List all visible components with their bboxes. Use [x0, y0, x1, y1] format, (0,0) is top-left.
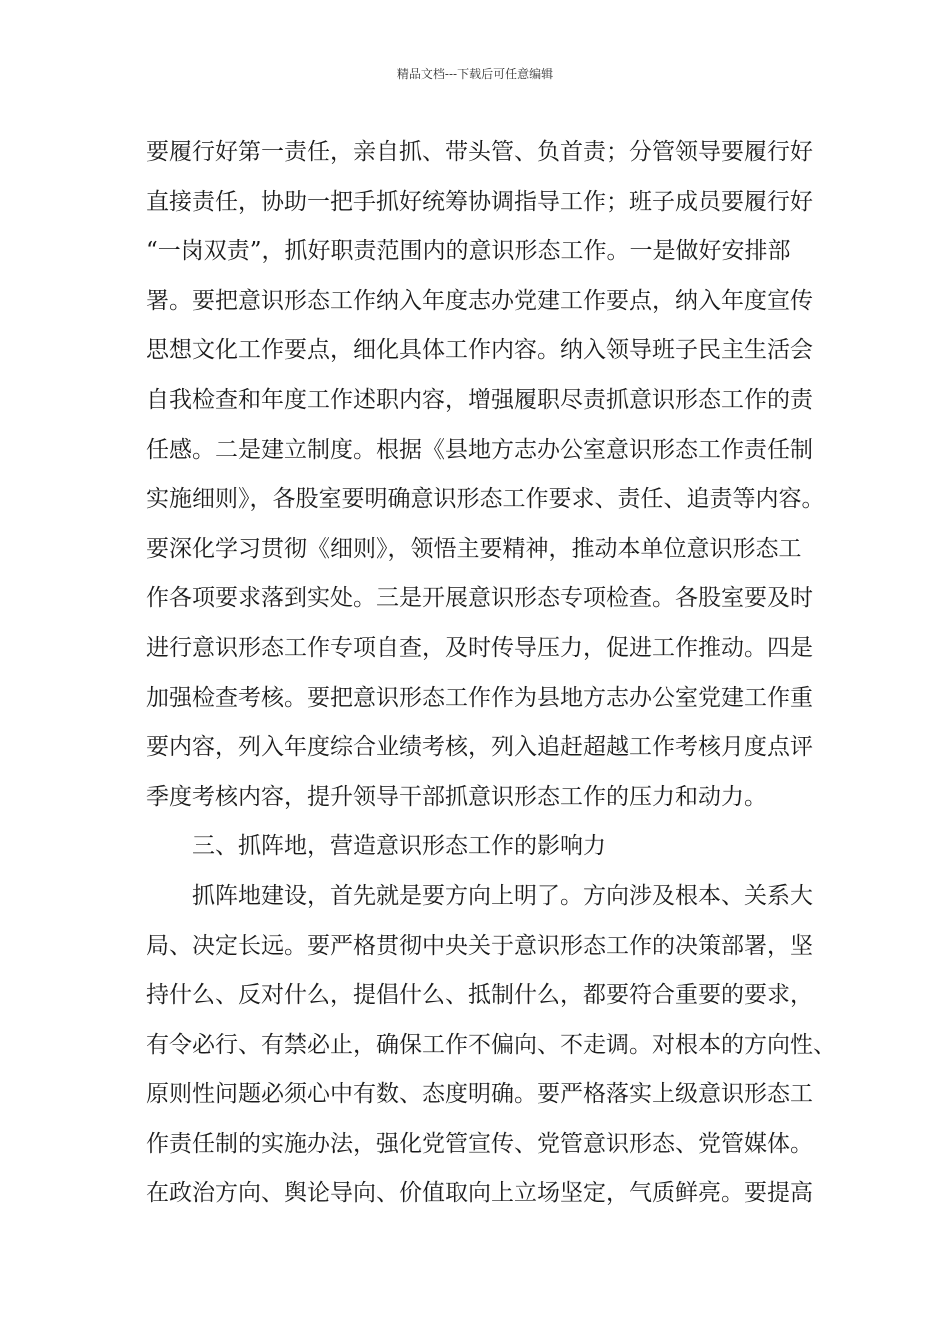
text-line: 季度考核内容，提升领导干部抓意识形态工作的压力和动力。 — [146, 783, 767, 810]
text-line: 进行意识形态工作专项自查，及时传导压力，促进工作推动。四是 — [146, 634, 813, 661]
text-line: 思想文化工作要点，细化具体工作内容。纳入领导班子民主生活会 — [146, 337, 813, 364]
text-line: 要内容，列入年度综合业绩考核，列入追赶超越工作考核月度点评 — [146, 734, 813, 761]
text-line: 原则性问题必须心中有数、态度明确。要严格落实上级意识形态工 — [146, 1081, 813, 1108]
text-line: “一岗双责”，抓好职责范围内的意识形态工作。一是做好安排部 — [146, 238, 791, 265]
text-line: 局、决定长远。要严格贯彻中央关于意识形态工作的决策部署，坚 — [146, 932, 813, 959]
text-line: 实施细则》，各股室要明确意识形态工作要求、责任、追责等内容。 — [146, 486, 825, 513]
text-line: 任感。二是建立制度。根据《县地方志办公室意识形态工作责任制 — [146, 436, 813, 463]
text-line: 在政治方向、舆论导向、价值取向上立场坚定，气质鲜亮。要提高 — [146, 1180, 813, 1207]
text-line: 作责任制的实施办法，强化党管宣传、党管意识形态、党管媒体。 — [146, 1130, 813, 1157]
page-header: 精品文档---下载后可任意编辑 — [396, 67, 554, 81]
text-line: 自我检查和年度工作述职内容，增强履职尽责抓意识形态工作的责 — [146, 386, 813, 413]
document-body — [146, 128, 836, 1219]
text-line: 直接责任，协助一把手抓好统筹协调指导工作；班子成员要履行好 — [146, 188, 813, 215]
text-line: 署。要把意识形态工作纳入年度志办党建工作要点，纳入年度宣传 — [146, 287, 813, 314]
text-line: 要深化学习贯彻《细则》，领悟主要精神，推动本单位意识形态工 — [146, 535, 802, 562]
text-line: 持什么、反对什么，提倡什么、抵制什么，都要符合重要的要求， — [146, 982, 813, 1009]
text-line: 要履行好第一责任，亲自抓、带头管、负首责；分管领导要履行好 — [146, 139, 813, 165]
text-line: 抓阵地建设，首先就是要方向上明了。方向涉及根本、关系大 — [192, 882, 813, 909]
text-line: 作各项要求落到实处。三是开展意识形态专项检查。各股室要及时 — [146, 585, 813, 612]
text-line: 有令必行、有禁必止，确保工作不偏向、不走调。对根本的方向性、 — [146, 1031, 836, 1058]
section-heading: 三、抓阵地，营造意识形态工作的影响力 — [192, 833, 606, 860]
text-line: 加强检查考核。要把意识形态工作作为县地方志办公室党建工作重 — [146, 684, 813, 711]
